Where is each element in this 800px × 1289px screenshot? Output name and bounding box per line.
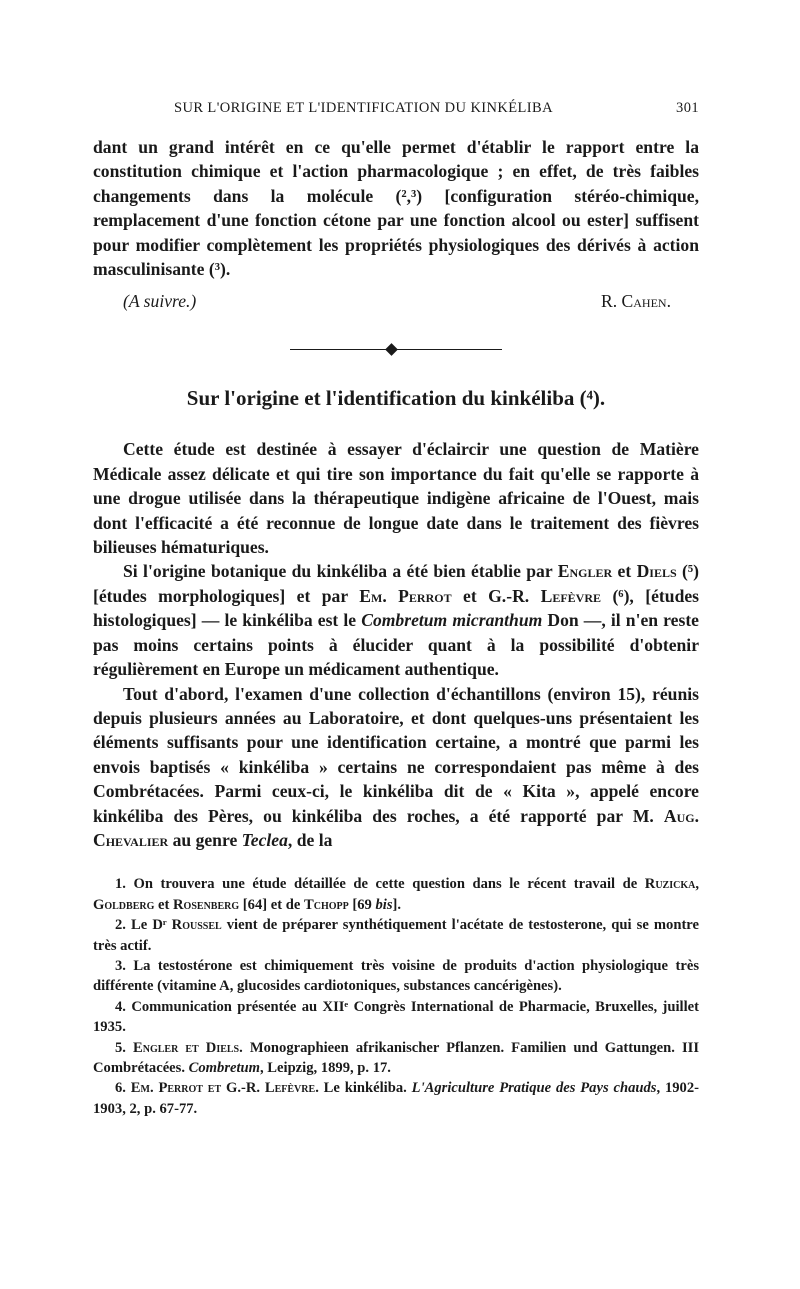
running-header	[93, 100, 699, 117]
author-signature: R. Cahen.	[601, 291, 671, 312]
fn5-genus: Combretum	[188, 1060, 260, 1076]
genus-name: Teclea	[241, 829, 288, 850]
running-title: SUR L'ORIGINE ET L'IDENTIFICATION DU KINKÉLIBA	[174, 100, 553, 116]
to-follow-note: (A suivre.)	[123, 291, 197, 312]
author-perrot: Em. Perrot	[359, 585, 452, 606]
p3-text-b: au genre	[168, 829, 242, 850]
footnote-3: 3. La testostérone est chimiquement très voisine de produits d'action physiologique très différente (vitamine A, glucosides cardiotoniques, substances cancérigènes).	[93, 957, 699, 995]
fn1-rosenberg: Rosenberg	[173, 896, 240, 913]
fn1-authors: Ruzicka, Goldberg	[93, 876, 699, 913]
article-paragraph-2	[93, 559, 699, 681]
p2-text-f: Don —, il n'en reste pas moins certains points à élucider quant à la possibilité d'obtenir régulièrement en Europe un médicament authentique.	[93, 610, 699, 680]
author-diels: Diels	[636, 561, 677, 582]
fn6-journal: L'Agriculture Pratique des Pays chauds	[411, 1080, 657, 1097]
fn2-text-b: vient de préparer synthétiquement l'acétate de testosterone, qui se montre très actif.	[93, 917, 699, 954]
fn6-text-b: . Le kinkéliba.	[315, 1080, 412, 1097]
footnote-4: 4. Communication présentée au XIIᵉ Congrès International de Pharmacie, Bruxelles, juillet 1935.	[93, 998, 699, 1036]
intro-paragraph: dant un grand intérêt en ce qu'elle permet d'établir le rapport entre la constitution chimique et l'action pharmacologique ; en effet, de très faibles changements dans la molécule (²,³) [configuration stéréo-chimique, remplacement d'une fonction cétone par une fonction alcool ou ester] suffisent pour modifier complètement les propriétés physiologiques des dérivés à action masculinisante (³).	[93, 137, 699, 280]
p2-text-d: et	[451, 585, 489, 606]
author-lefevre: G.-R. Lefèvre	[488, 585, 602, 606]
footnote-5	[93, 1038, 699, 1079]
fn1-text-e: ].	[392, 896, 402, 913]
fn6-text-c: , 1902-1903, 2, p. 67-77.	[93, 1080, 700, 1117]
species-name: Combretum micranthum	[361, 610, 543, 631]
fn5-text-b: . Monographieen afrikanischer Pflanzen. Familien und Gattungen. III Combrétacées.	[93, 1039, 700, 1076]
fn1-text-d: [69	[348, 896, 376, 913]
p2-text-c: (⁵) [études morphologiques] et par	[93, 561, 699, 606]
divider-diamond-icon	[385, 344, 398, 357]
fn1-tchopp: Tchopp	[303, 896, 349, 913]
author-engler: Engler	[557, 561, 613, 582]
p2-text-e: (⁶), [études histologiques] — le kinkéliba est le	[93, 585, 700, 631]
p2-text-a: Si l'origine botanique du kinkéliba a été bien établie par	[123, 561, 558, 582]
fn5-authors: Engler et Diels	[133, 1039, 240, 1056]
section-divider	[290, 340, 502, 360]
fn6-text-a: 6.	[115, 1080, 131, 1097]
fn1-bis: bis	[375, 896, 393, 913]
fn1-text-b: et	[154, 896, 174, 913]
article-title-text: Sur l'origine et l'identification du kinkéliba	[186, 386, 575, 411]
article-title-note: (⁴).	[579, 386, 606, 411]
footnote-1	[93, 874, 699, 915]
p3-text-c: , de la	[287, 829, 333, 850]
fn1-text-c: [64] et de	[239, 896, 304, 913]
fn2-roussel: Roussel	[171, 917, 222, 934]
p2-text-b: et	[612, 561, 637, 582]
article-title	[93, 386, 699, 411]
page-number: 301	[676, 100, 699, 116]
fn5-text-c: , Leipzig, 1899, p. 17.	[260, 1060, 391, 1076]
footnote-6	[93, 1078, 699, 1119]
author-chevalier: Aug. Chevalier	[93, 805, 699, 850]
fn5-text-a: 5.	[115, 1039, 134, 1056]
footnotes	[93, 874, 699, 1119]
article-paragraph-1: Cette étude est destinée à essayer d'éclaircir une question de Matière Médicale assez délicate et qui tire son importance du fait qu'elle se rapporte à une drogue utilisée dans la thérapeutique indigène africaine de l'Ouest, mais dont l'efficacité a été reconnue de longue date dans le traitement des fièvres bilieuses hématuriques.	[93, 439, 699, 558]
fn1-text-a: 1. On trouvera une étude détaillée de cette question dans le récent travail de	[115, 876, 645, 893]
fn6-authors: Em. Perrot et G.-R. Lefèvre	[130, 1080, 316, 1097]
document-page	[93, 100, 699, 1119]
signoff	[93, 291, 699, 312]
p3-text-a: Tout d'abord, l'examen d'une collection d'échantillons (environ 15), réunis depuis plusieurs années au Laboratoire, et dont quelques-uns présentaient les éléments suffisants pour une identification certaine, a montré que parmi les envois baptisés « kinkéliba » certains ne correspondaient pas même à des Combrétacées. Parmi ceux-ci, le kinkéliba dit de « Kita », appelé encore kinkéliba des Pères, ou kinkéliba des roches, a été rapporté par M.	[93, 683, 699, 826]
fn2-text-a: 2. Le Dʳ	[115, 917, 172, 934]
footnote-2	[93, 915, 699, 956]
article-paragraph-3	[93, 682, 699, 853]
